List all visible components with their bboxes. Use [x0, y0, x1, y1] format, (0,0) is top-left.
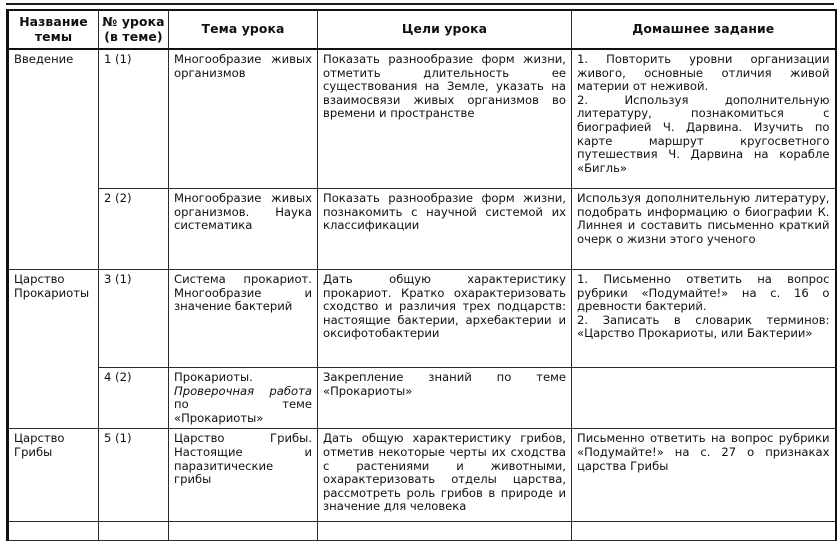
lesson-topic-text: Система прокариот. Многообразие и значение бактерий [174, 272, 312, 314]
cell-lesson-topic [169, 189, 318, 270]
lesson-topic-text: Многообразие живых организмов [174, 52, 312, 80]
cell-lesson-number [99, 522, 169, 541]
cell-lesson-topic [169, 522, 318, 541]
lesson-goals-text: Закрепление знаний по теме «Прокариоты» [323, 370, 566, 398]
homework-item: Письменно ответить на вопрос рубрики «Подумайте!» на с. 27 о признаках царства Грибы [577, 431, 830, 473]
table-row [8, 49, 836, 189]
theme-name-text-line2: Прокариоты [14, 285, 90, 300]
table-row [8, 189, 836, 270]
cell-lesson-goals [318, 429, 572, 522]
cell-lesson-topic [169, 270, 318, 368]
lesson-topic-part: Прокариоты. [174, 370, 253, 384]
top-rule-divider [6, 3, 834, 5]
column-header-homework: Домашнее задание [572, 10, 836, 49]
column-header-theme-name [8, 10, 99, 49]
cell-lesson-number: 2 (2) [99, 189, 169, 270]
column-header-lesson-number-line2: (в теме) [104, 28, 163, 44]
lesson-goals-text: Дать общую характеристику грибов, отметив некоторые черты их сходства с растениями и животными, охарактеризовать отделы царства, рассмотреть роль грибов в природе и значение для человека [323, 431, 566, 514]
cell-homework [572, 429, 836, 522]
cell-lesson-goals [318, 49, 572, 189]
homework-item: 2. Используя дополнительную литературу, познакомиться с биографией Ч. Дарвина. Изучить по карте маршрут кругосветного путешествия Ч. Дарвина на корабле «Бигль» [577, 92, 830, 175]
cell-theme-name [8, 270, 99, 429]
homework-item: 1. Письменно ответить на вопрос рубрики «Подумайте!» на с. 16 о древности бактерий. [577, 272, 830, 314]
cell-lesson-topic [169, 429, 318, 522]
table-body [8, 49, 836, 541]
cell-lesson-number: 4 (2) [99, 368, 169, 429]
theme-name-text-line1: Царство [14, 431, 65, 446]
column-header-theme-name-line2: темы [34, 28, 73, 44]
cell-lesson-topic [169, 368, 318, 429]
cell-homework [572, 270, 836, 368]
homework-item: 2. Записать в словарик терминов: «Царство Прокариоты, или Бактерии» [577, 312, 830, 341]
cell-theme-name [8, 522, 99, 541]
schedule-table-container [6, 9, 834, 541]
cell-homework [572, 522, 836, 541]
column-header-theme-name-line1: Название [19, 14, 88, 29]
cell-lesson-number: 3 (1) [99, 270, 169, 368]
table-row [8, 270, 836, 368]
lesson-topic-text: Царство Грибы. Настоящие и паразитические грибы [174, 431, 312, 487]
cell-lesson-goals [318, 189, 572, 270]
lesson-topic-part: по теме «Прокариоты» [174, 397, 312, 425]
cell-lesson-topic [169, 49, 318, 189]
table-row [8, 368, 836, 429]
homework-item: Используя дополнительную литературу, подобрать информацию о биографии К. Линнея и составить письменно краткий очерк о жизни этого ученого [577, 191, 830, 246]
lesson-goals-text: Показать разнообразие форм жизни, отметить длительность ее существования на Земле, указать на взаимосвязи живых организмов во времени и пространстве [323, 52, 566, 121]
table-row [8, 429, 836, 522]
homework-item: 1. Повторить уровни организации живого, основные отличия живой материи от неживой. [577, 52, 830, 94]
lesson-topic-text: Многообразие живых организмов. Наука систематика [174, 191, 312, 233]
column-header-lesson-topic: Тема урока [169, 10, 318, 49]
table-header-row [8, 10, 836, 49]
cell-lesson-goals [318, 368, 572, 429]
cell-theme-name [8, 429, 99, 522]
table-row-partial [8, 522, 836, 541]
column-header-lesson-number [99, 10, 169, 49]
column-header-lesson-goals: Цели урока [318, 10, 572, 49]
lesson-schedule-table [6, 9, 837, 541]
cell-lesson-goals [318, 522, 572, 541]
column-header-lesson-number-line1: № урока [102, 14, 165, 29]
theme-name-text: Введение [14, 52, 74, 66]
cell-homework [572, 49, 836, 189]
lesson-goals-text: Дать общую характеристику прокариот. Кратко охарактеризовать сходство и различия трех подцарств: настоящие бактерии, архебактерии и оксифотобактерии [323, 272, 566, 341]
cell-homework [572, 189, 836, 270]
cell-theme-name [8, 49, 99, 270]
lesson-goals-text: Показать разнообразие форм жизни, познакомить с научной системой их классификации [323, 191, 566, 233]
cell-lesson-number: 5 (1) [99, 429, 169, 522]
cell-lesson-number: 1 (1) [99, 49, 169, 189]
table-header [8, 10, 836, 49]
theme-name-text-line2: Грибы [14, 444, 53, 459]
cell-lesson-goals [318, 270, 572, 368]
cell-homework [572, 368, 836, 429]
theme-name-text-line1: Царство [14, 272, 65, 286]
lesson-topic-part-italic: Проверочная работа [174, 383, 312, 398]
